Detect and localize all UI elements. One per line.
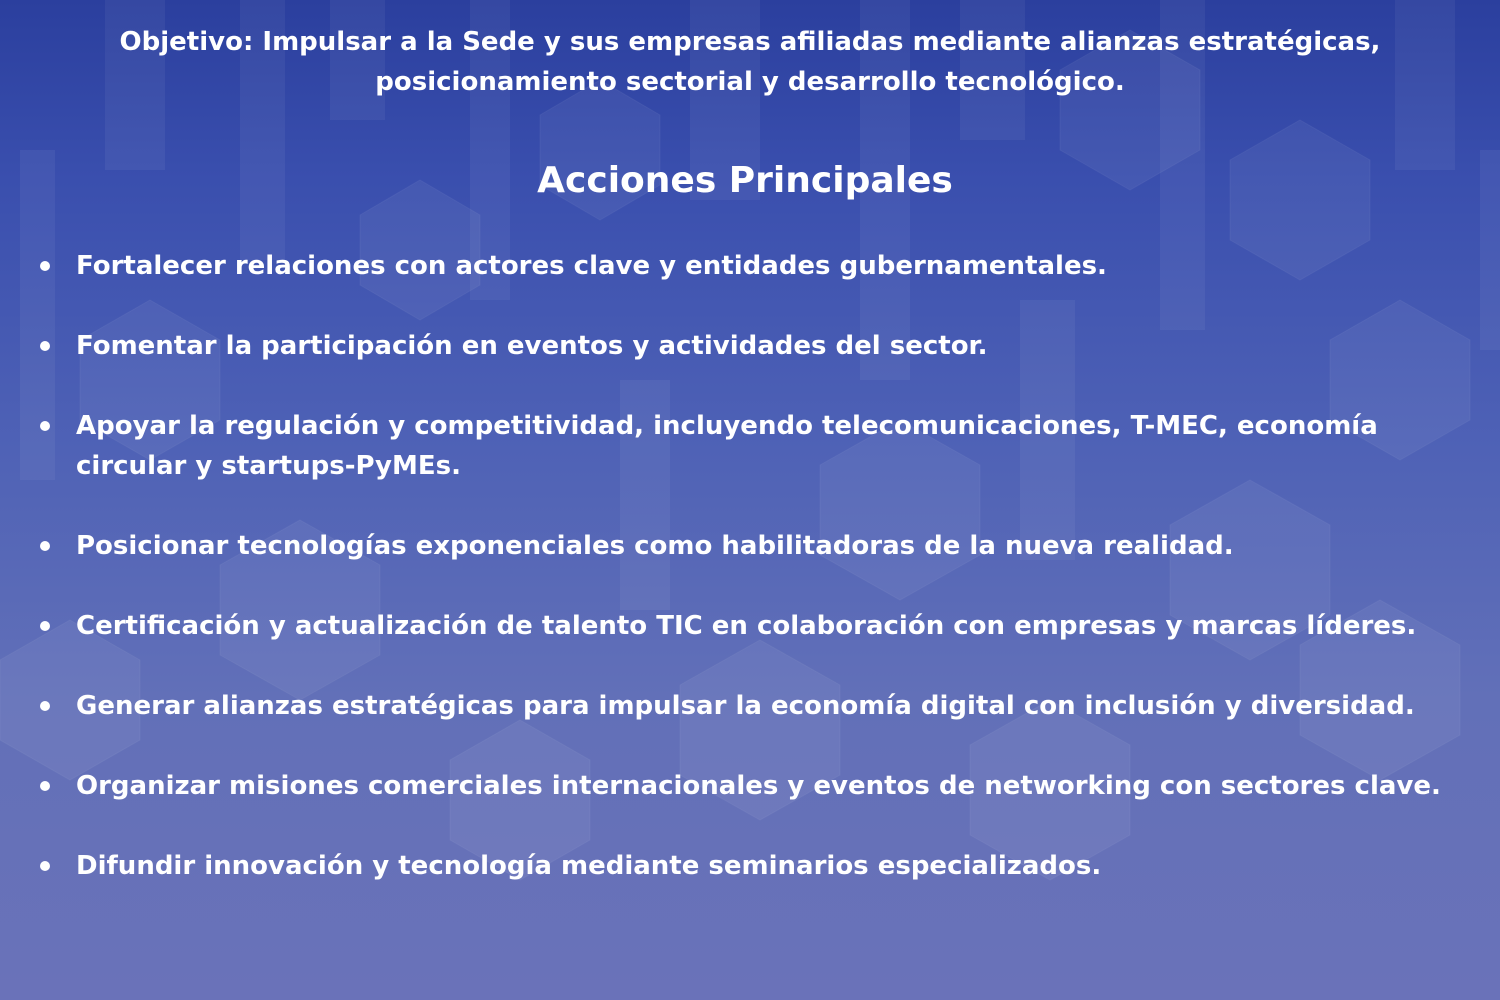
bullet-icon — [40, 781, 50, 791]
section-title: Acciones Principales — [537, 160, 953, 201]
action-item — [0, 406, 1480, 486]
action-item — [0, 326, 1480, 366]
bullet-icon — [40, 621, 50, 631]
action-item — [0, 246, 1480, 286]
actions-list — [0, 246, 1480, 926]
bullet-icon — [40, 341, 50, 351]
action-text: Apoyar la regulación y competitividad, incluyendo telecomunicaciones, T-MEC, economía circular y startups-PyMEs. — [76, 411, 1378, 481]
action-text: Fomentar la participación en eventos y actividades del sector. — [76, 331, 988, 361]
action-text: Certificación y actualización de talento TIC en colaboración con empresas y marcas líderes. — [76, 611, 1417, 641]
action-text: Generar alianzas estratégicas para impulsar la economía digital con inclusión y diversidad. — [76, 691, 1415, 721]
action-item — [0, 526, 1480, 566]
action-item — [0, 846, 1480, 886]
bullet-icon — [40, 261, 50, 271]
bullet-icon — [40, 421, 50, 431]
action-item — [0, 766, 1480, 806]
action-item — [0, 686, 1480, 726]
action-text: Organizar misiones comerciales internacionales y eventos de networking con sectores clave. — [76, 771, 1441, 801]
bullet-icon — [40, 541, 50, 551]
action-item — [0, 606, 1480, 646]
bullet-icon — [40, 861, 50, 871]
action-text: Posicionar tecnologías exponenciales como habilitadoras de la nueva realidad. — [76, 531, 1234, 561]
action-text: Difundir innovación y tecnología mediante seminarios especializados. — [76, 851, 1102, 881]
action-text: Fortalecer relaciones con actores clave y entidades gubernamentales. — [76, 251, 1107, 281]
bullet-icon — [40, 701, 50, 711]
objective-text: Objetivo: Impulsar a la Sede y sus empresas afiliadas mediante alianzas estratégicas, posicionamiento sectorial y desarrollo tecnológico. — [119, 27, 1381, 97]
